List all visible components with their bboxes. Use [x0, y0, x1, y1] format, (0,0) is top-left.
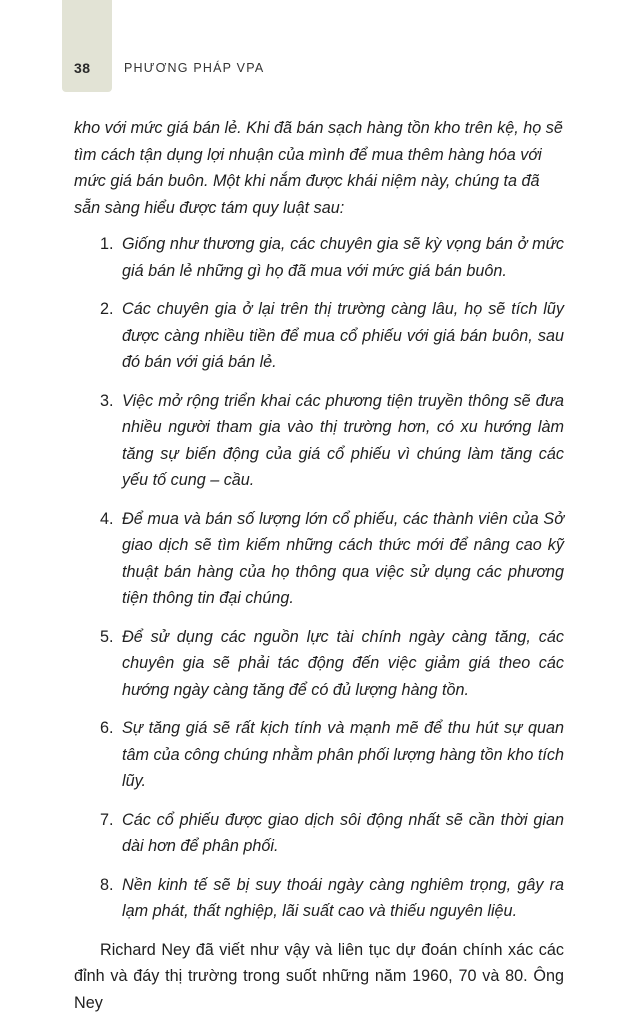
rule-text: Việc mở rộng triển khai các phương tiện truyền thông sẽ đưa nhiều người tham gia vào thị trường hơn, có xu hướng làm tăng sự biến động của giá cổ phiếu vì chúng làm tăng các yếu tố cung – cầu. [122, 388, 564, 494]
rule-number: 3. [100, 388, 122, 494]
rule-number: 1. [100, 231, 122, 284]
rule-item [74, 715, 564, 795]
rule-item [74, 231, 564, 284]
rule-item [74, 624, 564, 704]
rule-text: Nền kinh tế sẽ bị suy thoái ngày càng nghiêm trọng, gây ra lạm phát, thất nghiệp, lãi suất cao và thiếu nguyên liệu. [122, 872, 564, 925]
rule-text: Các chuyên gia ở lại trên thị trường càng lâu, họ sẽ tích lũy được càng nhiều tiền để mua cổ phiếu với giá bán buôn, sau đó bán với giá bán lẻ. [122, 296, 564, 376]
rule-text: Để mua và bán số lượng lớn cổ phiếu, các thành viên của Sở giao dịch sẽ tìm kiếm những cách thức mới để nâng cao kỹ thuật bán hàng của họ thông qua việc sử dụng các phương tiện thông tin đại chúng. [122, 506, 564, 612]
rule-item [74, 388, 564, 494]
rule-text: Giống như thương gia, các chuyên gia sẽ kỳ vọng bán ở mức giá bán lẻ những gì họ đã mua với mức giá bán buôn. [122, 231, 564, 284]
rule-item [74, 506, 564, 612]
rule-text: Để sử dụng các nguồn lực tài chính ngày càng tăng, các chuyên gia sẽ phải tác động đến việc giảm giá theo các hướng ngày càng tăng để có đủ lượng hàng tồn. [122, 624, 564, 704]
rule-number: 6. [100, 715, 122, 795]
rule-number: 8. [100, 872, 122, 925]
closing-paragraph: Richard Ney đã viết như vậy và liên tục dự đoán chính xác các đỉnh và đáy thị trường trong suốt những năm 1960, 70 và 80. Ông Ney [74, 937, 564, 1016]
intro-paragraph: kho với mức giá bán lẻ. Khi đã bán sạch hàng tồn kho trên kệ, họ sẽ tìm cách tận dụng lợi nhuận của mình để mua thêm hàng hóa với mức giá bán buôn. Một khi nắm được khái niệm này, chúng ta đã sẵn sàng hiểu được tám quy luật sau: [74, 115, 564, 221]
page-body [74, 115, 564, 1016]
rule-number: 4. [100, 506, 122, 612]
rule-number: 2. [100, 296, 122, 376]
page-header [0, 60, 638, 80]
rule-text: Sự tăng giá sẽ rất kịch tính và mạnh mẽ để thu hút sự quan tâm của công chúng nhằm phân phối lượng hàng tồn kho tích lũy. [122, 715, 564, 795]
rule-item [74, 872, 564, 925]
rules-list [74, 231, 564, 925]
running-title: PHƯƠNG PHÁP VPA [124, 61, 264, 75]
rule-item [74, 807, 564, 860]
rule-text: Các cổ phiếu được giao dịch sôi động nhất sẽ cần thời gian dài hơn để phân phối. [122, 807, 564, 860]
page-number: 38 [74, 60, 91, 76]
rule-number: 7. [100, 807, 122, 860]
rule-number: 5. [100, 624, 122, 704]
rule-item [74, 296, 564, 376]
